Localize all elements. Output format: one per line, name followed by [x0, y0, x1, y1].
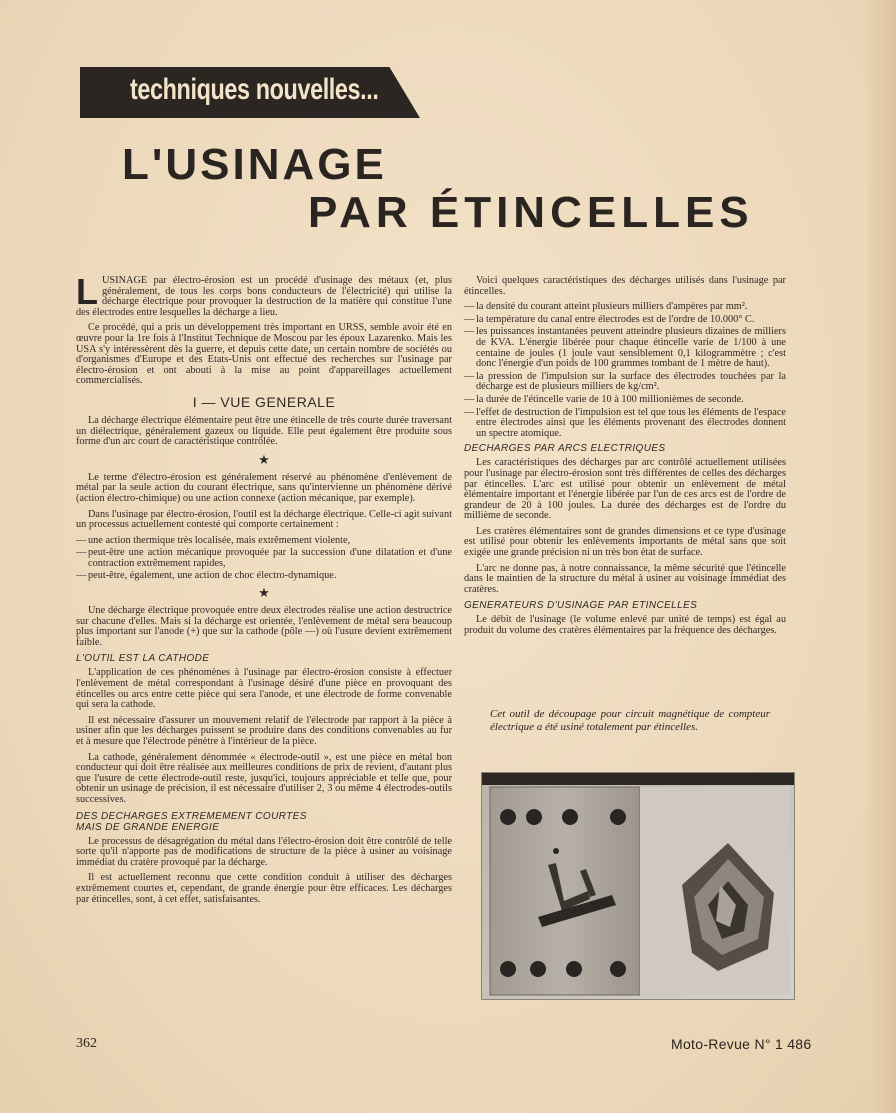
subheading: DECHARGES PAR ARCS ELECTRIQUES — [464, 443, 666, 455]
title-line-2: PAR ÉTINCELLES — [308, 188, 754, 237]
bullet-item: — la température du canal entre électrodes est de l'ordre de 10.000° C. — [464, 315, 786, 326]
bullet-item: — la pression de l'impulsion sur la surface des électrodes touchées par la décharge est de plusieurs milliers de kg/cm². — [464, 372, 786, 393]
intro-paragraph: LUSINAGE par électro-érosion est un procédé d'usinage des métaux (et, plus généralement, de tous les corps bons conducteurs de l'électricité) qui utilise la décharge électrique pour provoquer la destruction de la matière qui constitue l'une des électrodes entre lesquelles la décharge a lieu. — [76, 271, 452, 318]
section-heading: I — VUE GENERALE — [192, 393, 336, 410]
page-edge — [868, 0, 896, 1113]
title-line-1: L'USINAGE — [122, 140, 387, 189]
paragraph: Ce procédé, qui a pris un développement très important en URSS, semble avoir été en œuvre pour la 1re fois à l'Institut Technique de Moscou par les époux Lazarenko. Mais les USA s'y intéressèrent dès la guerre, et depuis cette date, un certain nombre de sociétés ou d'organismes d'Europe et des Etats-Unis ont effectué des recherches sur l'usinage par électro-érosion et ont abouti à la mise au point d'appareillages actuellement commercialisés. — [76, 322, 452, 387]
right-column — [464, 276, 786, 642]
left-column — [76, 271, 453, 910]
paragraph: L'arc ne donne pas, à notre connaissance, la même sécurité que l'étincelle dans le maintien de la structure du métal à usiner au voisinage immédiat des cratères. — [464, 562, 786, 595]
bullet-item: — l'effet de destruction de l'impulsion est tel que tous les éléments de l'espace entre électrodes ainsi que les éléments provenant des électrodes donnent un spectre atomique. — [464, 408, 786, 440]
star-separator: ★ — [258, 451, 270, 467]
paragraph: La décharge électrique élémentaire peut être une étincelle de très courte durée traversant un diélectrique, généralement gazeux ou liquide. Elle peut également être produite sous forme d'un arc court de caractéristique contrôlée. — [76, 414, 453, 448]
star-separator: ★ — [258, 585, 270, 601]
paragraph: Il est actuellement reconnu que cette condition conduit à utiliser des décharges extrêmement courtes et, cependant, de grande énergie pour être efficaces. Les décharges par étincelles, sont, à cet effet, satisfaisantes. — [76, 872, 452, 905]
bullet-item: — peut-être, également, une action de choc électro-dynamique. — [76, 571, 452, 582]
paragraph: Le terme d'électro-érosion est généralement réservé au phénomène d'enlèvement de métal par la seule action du courant électrique, sans qu'intervienne un phénomène dérivé (action électro-chimique) ou une action connexe (action mécanique, par exemple). — [76, 471, 452, 504]
paragraph: Dans l'usinage par électro-érosion, l'outil est la décharge électrique. Celle-ci agit suivant un processus actuellement contesté qui comporte certainement : — [76, 508, 452, 531]
paragraph: Le processus de désagrégation du métal dans l'électro-érosion doit être contrôlé de telle sorte qu'il n'apporte pas de modifications de structure de la pièce à usiner au voisinage immédiat du cratère provoqué par la décharge. — [76, 835, 452, 868]
banner-text: techniques nouvelles... — [130, 73, 379, 106]
paragraph: Les caractéristiques des décharges par arc contrôlé actuellement utilisées pour l'usinage par électro-érosion sont très différentes de celles des décharges par étincelles. L'arc est utilisé pour obtenir un enlèvement de métal élémentaire important et l'énergie libérée par l'un de ces arcs est de l'ordre de grandeur de 20 à 100 joules. La durée des décharges est de l'ordre du millième de seconde. — [464, 457, 786, 522]
bullet-item: — la durée de l'étincelle varie de 10 à 100 millionièmes de seconde. — [464, 395, 786, 406]
photo-caption: Cet outil de découpage pour circuit magnétique de compteur électrique a été usiné totalement par étincelles. — [490, 708, 770, 733]
subheading: GENERATEURS D'USINAGE PAR ETINCELLES — [464, 600, 698, 612]
subheading: MAIS DE GRANDE ENERGIE — [76, 821, 220, 833]
paragraph: L'application de ces phénomènes à l'usinage par électro-érosion consiste à effectuer l'enlèvement de métal correspondant à l'usinage désiré d'une pièce en provoquant des étincelles ou arcs entre cette pièce qui sera l'anode, et une électrode de forme convenable qui sera la cathode. — [76, 667, 452, 711]
bullet-item: — les puissances instantanées peuvent atteindre plusieurs dizaines de milliers de KVA. L'énergie libérée pour chaque étincelle varie de 1/100 à une centaine de joules (1 joule vaut sensiblement 0,1 kilogrammètre ; c'est donc l'énergie d'un poids de 100 grammes tombant de 1 mètre de haut). — [464, 327, 786, 369]
drop-cap: L — [76, 271, 98, 312]
subheading: DES DECHARGES EXTREMEMENT COURTES — [76, 810, 307, 822]
bullet-item: — peut-être une action mécanique provoquée par la succession d'une dilatation et d'une contraction extrêmement rapides, — [76, 548, 452, 569]
bullet-item: — une action thermique très localisée, mais extrêmement violente, — [76, 536, 452, 547]
paragraph: La cathode, généralement dénommée « électrode-outil », est une pièce en métal bon conducteur qui doit être réalisée aux meilleures conditions de prix de revient, d'autant plus que l'usure de cette électrode-outil reste, jusqu'ici, toujours appréciable et telle que, pour obtenir un usinage de précision, il est nécessaire d'utiliser 2, 3 ou même 4 électrodes-outils successives. — [76, 751, 452, 805]
paragraph: Les cratères élémentaires sont de grandes dimensions et ce type d'usinage est utilisé pour obtenir les enlèvements importants de métal sans que soit exigée une grande précision ni un très bon état de surface. — [464, 525, 786, 559]
subheading: L'OUTIL EST LA CATHODE — [76, 653, 210, 665]
page-number: 362 — [76, 1036, 97, 1051]
tool-photo-illustration — [482, 773, 795, 1000]
paragraph: Voici quelques caractéristiques des décharges utilisés dans l'usinage par étincelles. — [464, 275, 786, 297]
paragraph: Une décharge électrique provoquée entre deux électrodes réalise une action destructrice sur chacune d'elles. Mais si la décharge est orientée, l'enlèvement de métal sera beaucoup plus important sur l'anode (+) que sur la cathode (pôle —) où l'usure devient extrêmement faible. — [76, 605, 452, 648]
magazine-issue: Moto-Revue N° 1 486 — [671, 1036, 812, 1052]
bullet-item: — la densité du courant atteint plusieurs milliers d'ampères par mm². — [464, 302, 786, 313]
paragraph: Il est nécessaire d'assurer un mouvement relatif de l'électrode par rapport à la pièce à usiner afin que les décharges puissent se produire dans des conditions convenables au fur et à mesure que l'électrode pénètre à l'intérieur de la pièce. — [76, 714, 452, 747]
tool-photo — [481, 772, 795, 1000]
paragraph: Le débit de l'usinage (le volume enlevé par unité de temps) est égal au produit du volume des cratères élémentaires par la fréquence des décharges. — [464, 614, 786, 637]
